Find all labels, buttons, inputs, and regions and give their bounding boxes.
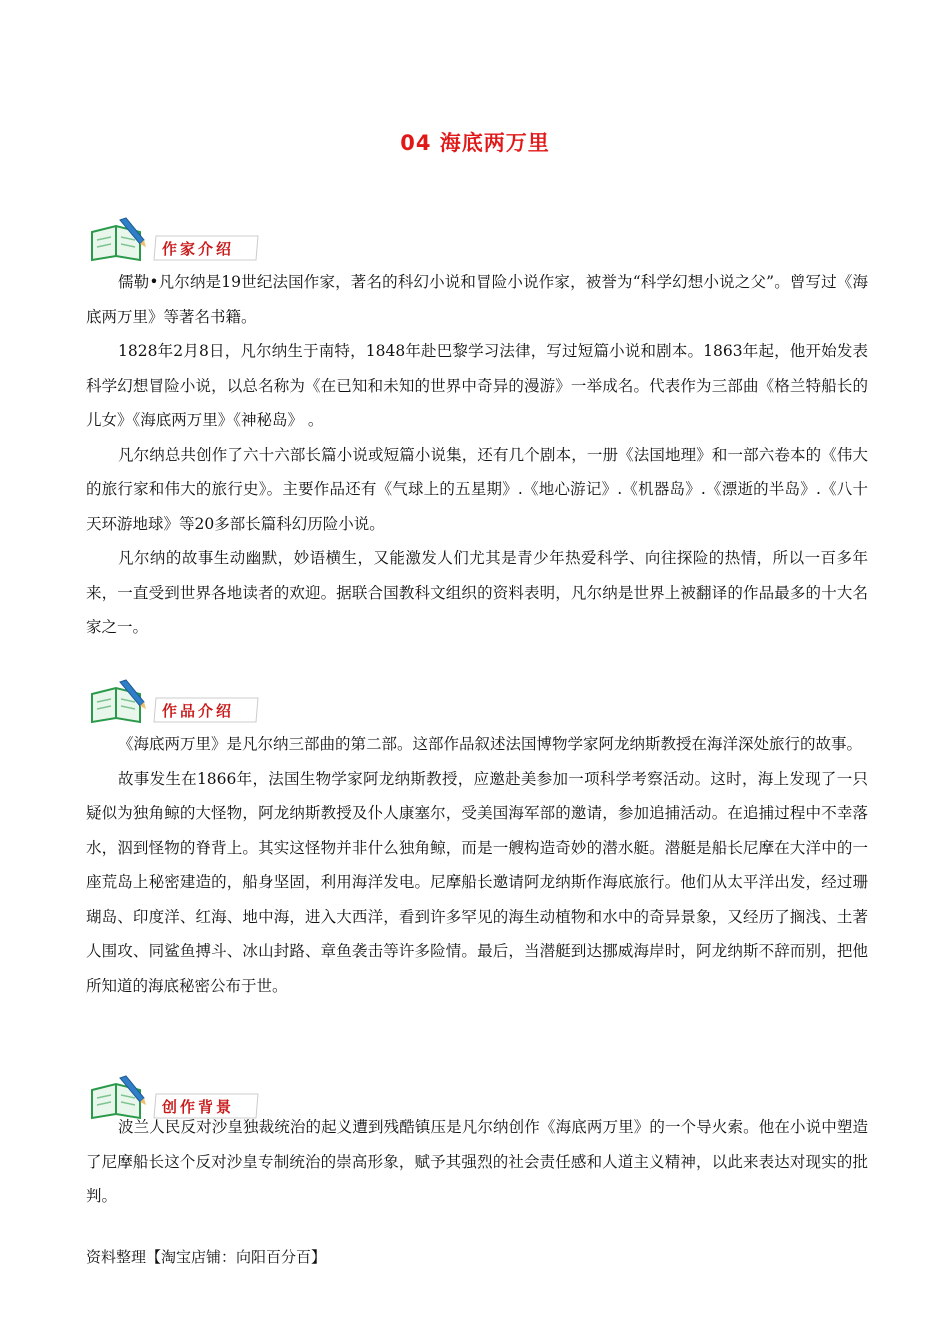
- paragraph: 凡尔纳的故事生动幽默，妙语横生，又能激发人们尤其是青少年热爱科学、向往探险的热情，所以一百多年来，一直受到世界各地读者的欢迎。据联合国教科文组织的资料表明，凡尔纳是世界上被翻译的作品最多的十大名家之一。: [86, 549, 868, 636]
- section-body-background: [86, 1110, 868, 1214]
- paragraph: 凡尔纳总共创作了六十六部长篇小说或短篇小说集，还有几个剧本，一册《法国地理》和一部六卷本的《伟大的旅行家和伟大的旅行史》。主要作品还有《气球上的五星期》.《地心游记》.《机器岛》.《漂逝的半岛》.《八十天环游地球》等20多部长篇科幻历险小说。: [86, 445, 868, 533]
- paragraph: 波兰人民反对沙皇独裁统治的起义遭到残酷镇压是凡尔纳创作《海底两万里》的一个导火索。他在小说中塑造了尼摩船长这个反对沙皇专制统治的崇高形象，赋予其强烈的社会责任感和人道主义精神，以此来表达对现实的批判。: [86, 1118, 868, 1205]
- paragraph: 《海底两万里》是凡尔纳三部曲的第二部。这部作品叙述法国博物学家阿龙纳斯教授在海洋深处旅行的故事。: [118, 735, 863, 753]
- section-heading: 创作背景: [162, 1098, 235, 1116]
- page-title: 04 海底两万里: [400, 131, 550, 155]
- section-header-author: [86, 216, 261, 264]
- section-body-work: [86, 727, 868, 1003]
- footer-note: 资料整理【淘宝店铺：向阳百分百】: [86, 1248, 327, 1266]
- paragraph: 儒勒•凡尔纳是19世纪法国作家，著名的科幻小说和冒险小说作家，被誉为“科学幻想小说之父”。曾写过《海底两万里》等著名书籍。: [86, 273, 868, 326]
- section-heading: 作家介绍: [162, 240, 235, 258]
- paragraph: 故事发生在1866年，法国生物学家阿龙纳斯教授，应邀赴美参加一项科学考察活动。这时，海上发现了一只疑似为独角鲸的大怪物，阿龙纳斯教授及仆人康塞尔，受美国海军部的邀请，参加追捕活动。在追捕过程中不幸落水，泅到怪物的脊背上。其实这怪物并非什么独角鲸，而是一艘构造奇妙的潜水艇。潜艇是船长尼摩在大洋中的一座荒岛上秘密建造的，船身坚固，利用海洋发电。尼摩船长邀请阿龙纳斯作海底旅行。他们从太平洋出发，经过珊瑚岛、印度洋、红海、地中海，进入大西洋，看到许多罕见的海生动植物和水中的奇异景象，又经历了搁浅、土著人围攻、同鲨鱼搏斗、冰山封路、章鱼袭击等许多险情。最后，当潜艇到达挪威海岸时，阿龙纳斯不辞而别，把他所知道的海底秘密公布于世。: [86, 769, 868, 995]
- section-body-author: [86, 265, 868, 645]
- section-heading: 作品介绍: [162, 702, 235, 720]
- paragraph: 1828年2月8日，凡尔纳生于南特，1848年赴巴黎学习法律，写过短篇小说和剧本。1863年起，他开始发表科学幻想冒险小说，以总名称为《在已知和未知的世界中奇异的漫游》一举成名。代表作为三部曲《格兰特船长的儿女》《海底两万里》《神秘岛》 。: [86, 342, 868, 429]
- section-header-work: [86, 678, 261, 726]
